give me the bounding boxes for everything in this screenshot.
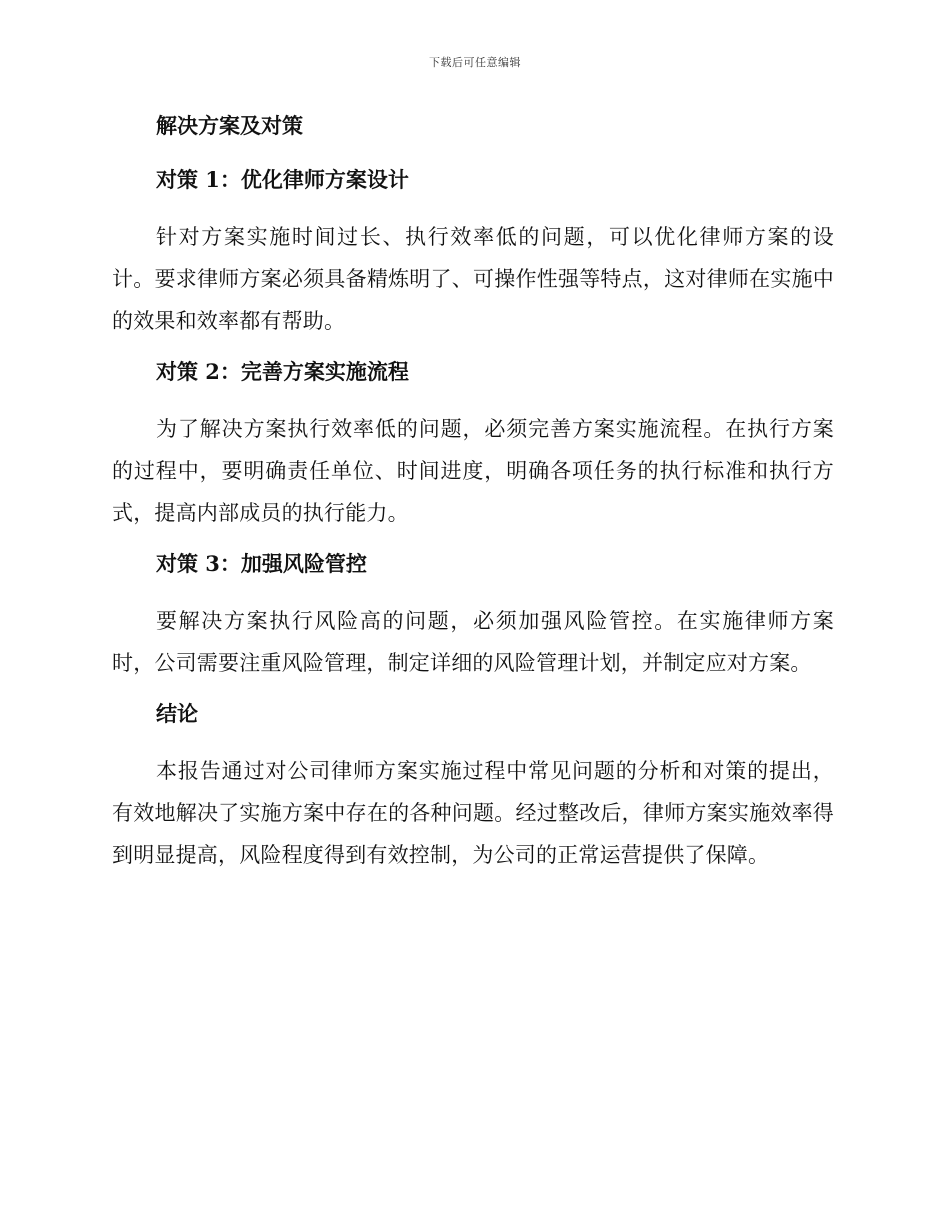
- header-note: 下载后可任意编辑: [429, 56, 521, 69]
- measure-3-title: 对策 3：加强风险管控: [156, 551, 367, 576]
- measure-2-body: 为了解决方案执行效率低的问题，必须完善方案实施流程。在执行方案的过程中，要明确责任单位、时间进度，明确各项任务的执行标准和执行方式，提高内部成员的执行能力。: [112, 417, 834, 525]
- section-title-solutions: 解决方案及对策: [156, 113, 303, 138]
- measure-2-title: 对策 2：完善方案实施流程: [156, 359, 409, 384]
- document-content: [112, 108, 834, 888]
- measure-3-body: 要解决方案执行风险高的问题，必须加强风险管控。在实施律师方案时，公司需要注重风险管理，制定详细的风险管理计划，并制定应对方案。: [112, 609, 834, 675]
- measure-1-title: 对策 1：优化律师方案设计: [156, 167, 409, 192]
- conclusion-body: 本报告通过对公司律师方案实施过程中常见问题的分析和对策的提出，有效地解决了实施方案中存在的各种问题。经过整改后，律师方案实施效率得到明显提高，风险程度得到有效控制，为公司的正常运营提供了保障。: [112, 759, 834, 867]
- conclusion-title: 结论: [156, 701, 198, 726]
- measure-1-body: 针对方案实施时间过长、执行效率低的问题，可以优化律师方案的设计。要求律师方案必须具备精炼明了、可操作性强等特点，这对律师在实施中的效果和效率都有帮助。: [112, 225, 834, 333]
